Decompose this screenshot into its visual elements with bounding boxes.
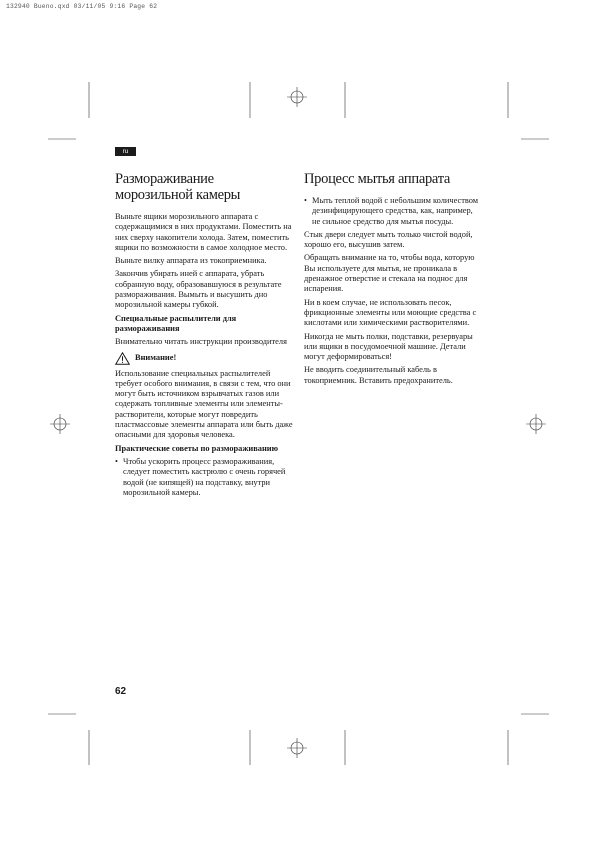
bullet-icon: • [304,196,307,205]
list-item [115,457,293,498]
paragraph: Не вводить соединительный кабель в токоприемник. Вставить предохранитель. [304,365,453,385]
warning-label: Внимание! [135,352,177,362]
left-column [115,171,293,501]
paragraph: Выньте вилку аппарата из токоприемника. [115,256,267,266]
sprays-subheading: Специальные распылители для размораживания [115,313,237,333]
paragraph: Никогда не мыть полки, подставки, резервуары или ящики в посудомоечной машине. Детали могут деформироваться! [304,331,473,362]
cleaning-heading: Процесс мытья аппарата [304,171,451,187]
paragraph: Закончив убирать иней с аппарата, убрать собранную воду, образовавшуюся в результате размораживания. Вымыть и высушить дно морозильной камеры губкой. [115,269,282,310]
registration-mark-icon [287,87,307,107]
paragraph: Внимательно читать инструкции производителя [115,337,287,347]
warning-triangle-icon [115,352,130,365]
registration-mark-icon [526,414,546,434]
warning-heading [115,352,293,365]
language-tag: ru [115,147,136,156]
bullet-icon: • [115,456,118,466]
list-item-text: Чтобы ускорить процесс размораживания, следует поместить кастрюлю с очень горячей водой (не кипящей) на подставку, внутри морозильной камеры. [123,456,286,497]
defrost-heading: Размораживание морозильной камеры [115,171,241,203]
paragraph: Выньте ящики морозильного аппарата с содержащимися в них продуктами. Поместить на них сверху накопители холода. Затем, поместить ящики по возможности в самое холодное место. [115,212,292,252]
cleaning-list [304,196,480,227]
paragraph: Обращать внимание на то, чтобы вода, которую Вы используете для мытья, не проникала в дренажное отверстие и стекала на поднос для испарения. [304,253,475,294]
right-column [304,171,480,389]
page-number: 62 [115,686,127,697]
tips-subheading: Практические советы по размораживанию [115,443,279,453]
registration-mark-icon [50,414,70,434]
tips-list [115,457,293,498]
print-slug: 132940 Bueno.qxd 03/11/05 9:16 Page 62 [6,3,158,10]
list-item [304,196,480,227]
registration-mark-icon [287,738,307,758]
paragraph: Стык двери следует мыть только чистой водой, хорошо его, высушив затем. [304,229,473,250]
list-item-text: Мыть теплой водой с небольшим количеством дезинфицирующего средства, как, например, не сильное средство для мытья посуды. [312,196,479,226]
warning-text: Использование специальных распылителей требует особого внимания, в связи с тем, что они могут быть источником взрывчатых газов или содержать топливные элементы или элементы-растворители, которые могут повредить пластмассовые элементы аппарата или быть даже опасными для здоровья человека. [115,368,293,440]
paragraph: Ни в коем случае, не использовать песок, фрикционные элементы или моющие средства с кислотами или химическими растворителями. [304,297,477,328]
